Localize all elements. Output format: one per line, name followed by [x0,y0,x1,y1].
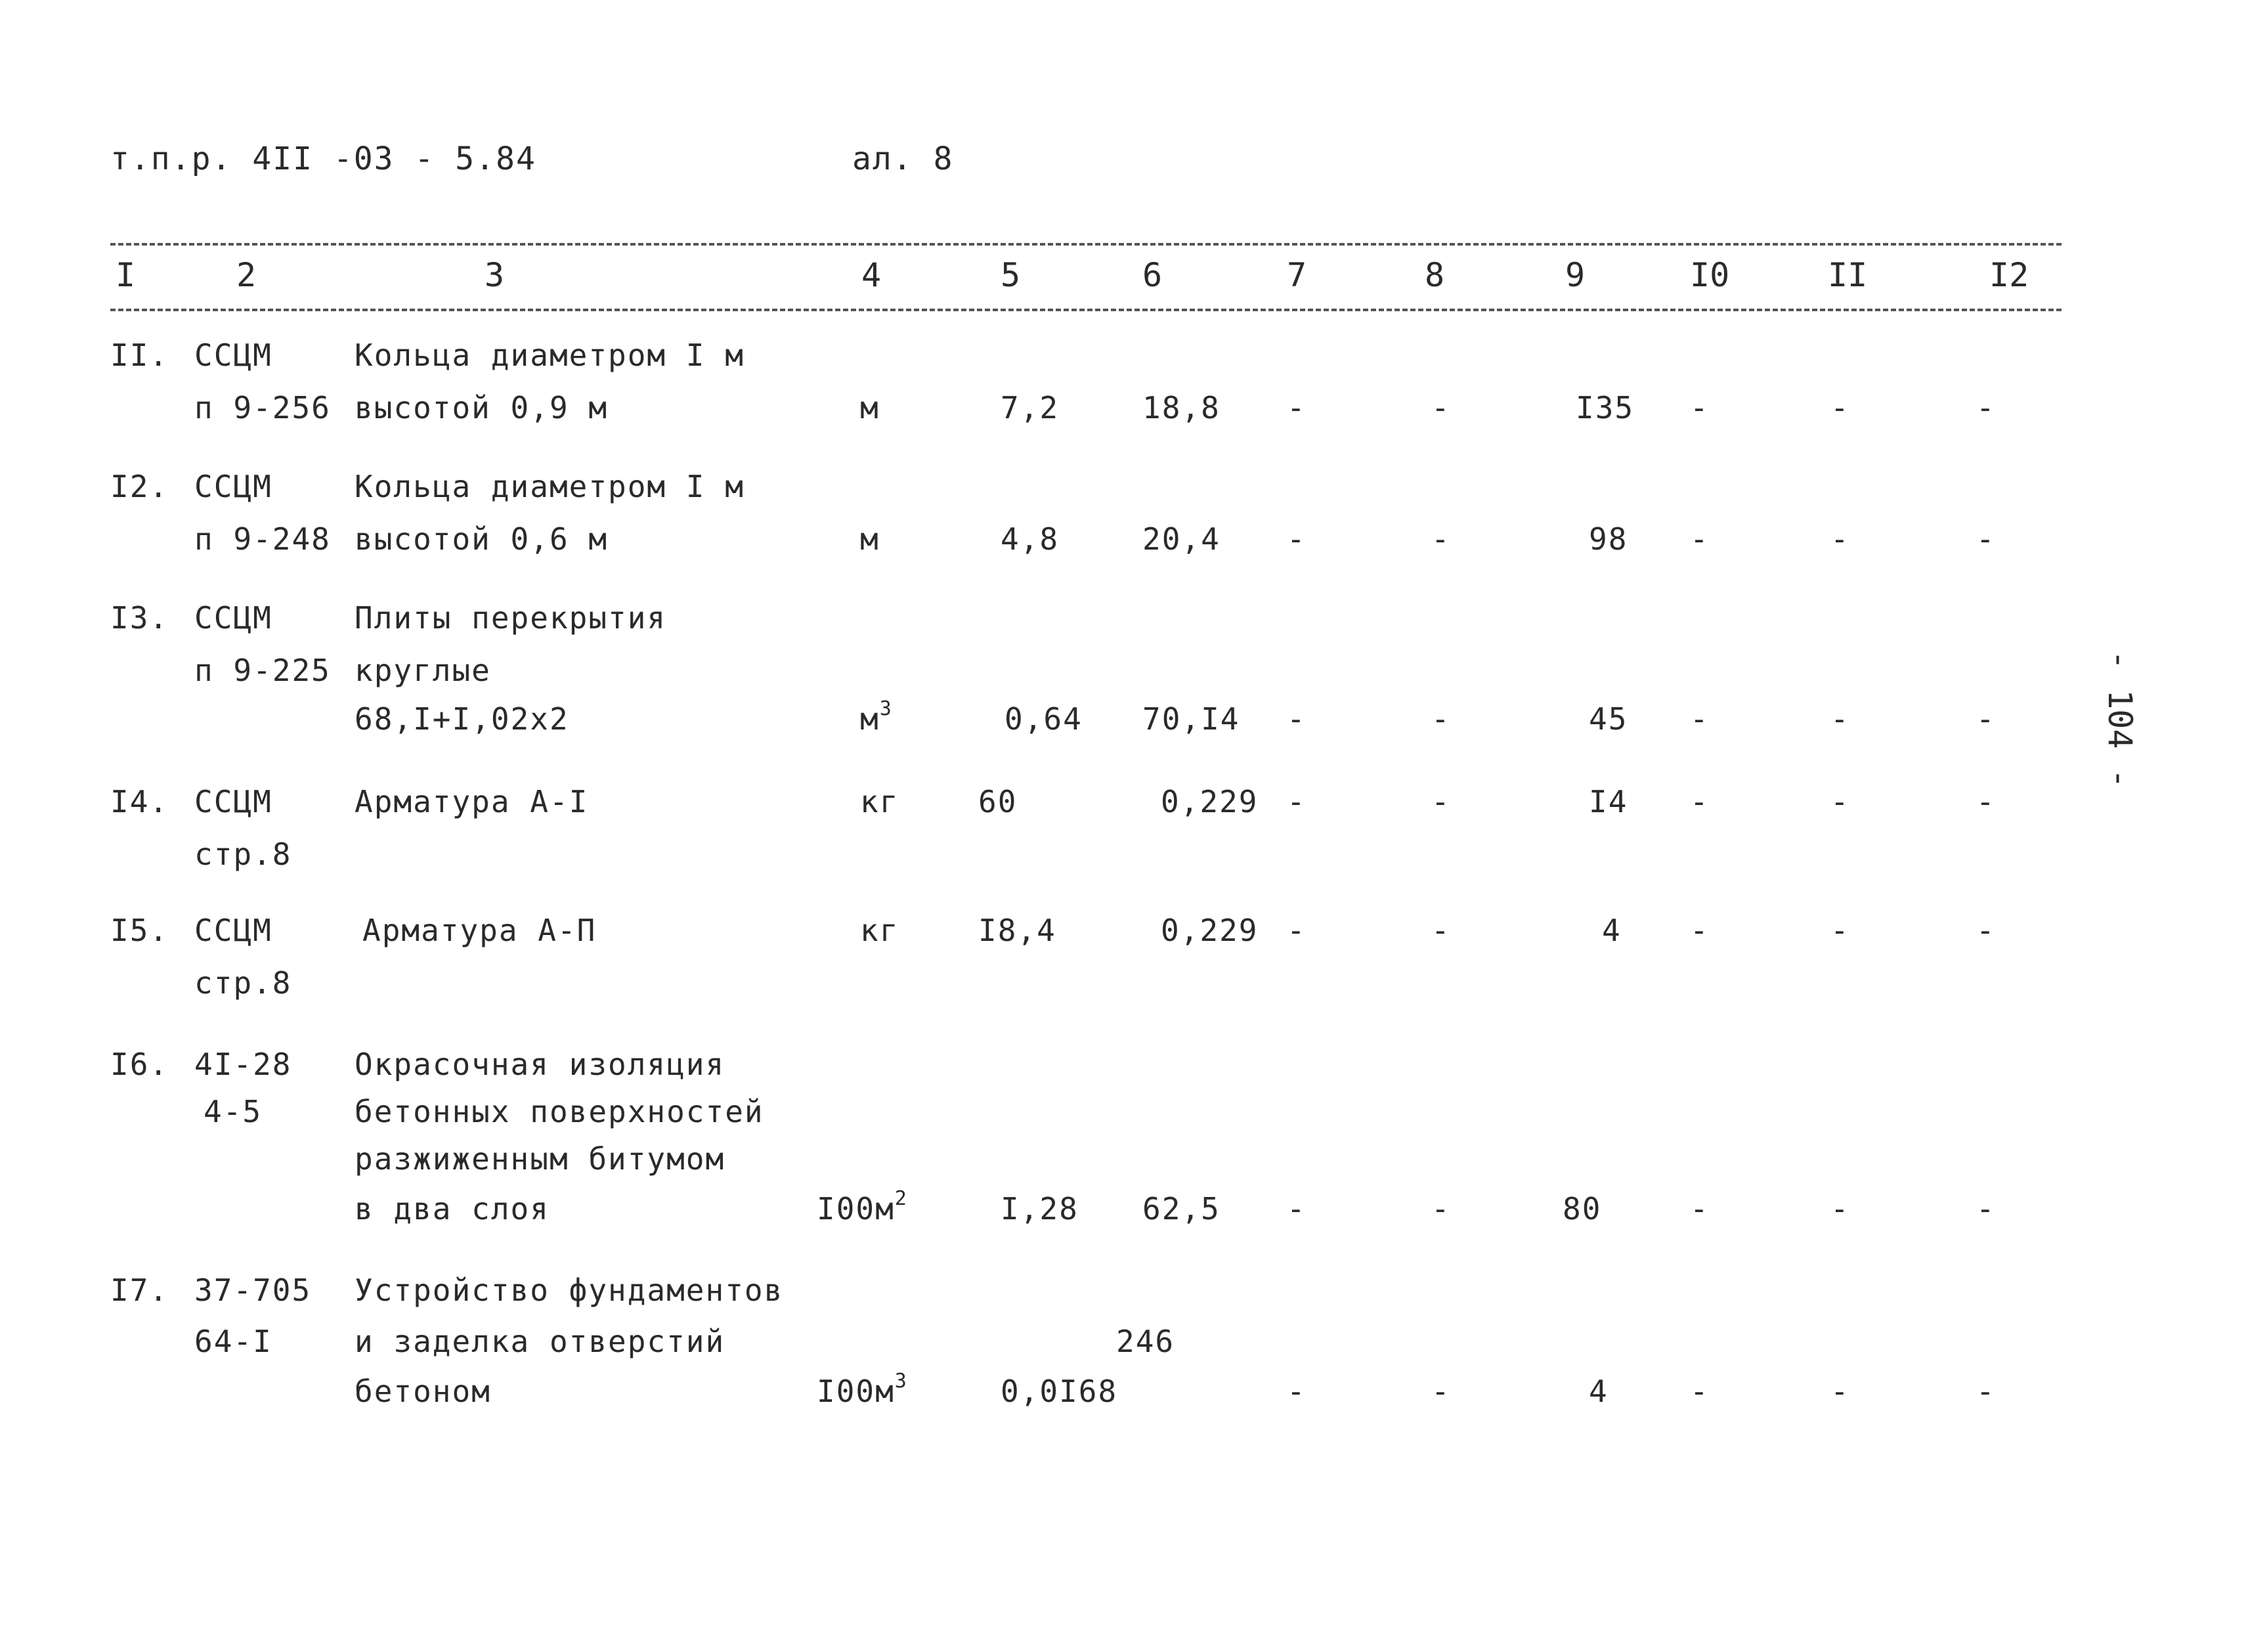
row-col10: - [1690,913,1710,948]
col-number-4: 4 [861,256,882,294]
row-unit-text: м [860,701,880,737]
row-col7: - [1287,913,1307,948]
row-description: Окрасочная изоляция [355,1047,725,1082]
row-quantity: 60 [978,784,1018,819]
row-code: п 9-256 [194,390,331,425]
row-quantity: 4,8 [1001,521,1060,557]
row-unit-superscript: 2 [894,1187,908,1210]
row-description: Плиты перекрытия [355,600,667,636]
row-unit-superscript: 3 [894,1370,908,1393]
row-col9: 98 [1589,521,1628,557]
row-col11: - [1830,913,1850,948]
row-unit [817,1187,908,1227]
row-col10: - [1690,701,1710,737]
row-description: круглые [355,653,491,688]
row-col12: - [1976,521,1996,557]
row-col8: - [1431,784,1451,819]
row-col7: - [1287,784,1307,819]
row-quantity: 7,2 [1001,390,1060,425]
col-number-10: I0 [1690,256,1730,294]
row-code: ССЦМ [194,469,272,504]
row-code: ССЦМ [194,784,272,819]
row-col8: - [1431,1374,1451,1409]
row-col7: - [1287,701,1307,737]
row-code: ССЦМ [194,913,272,948]
row-col7: - [1287,521,1307,557]
row-code: стр.8 [194,965,292,1001]
row-description: высотой 0,9 м [355,390,609,425]
row-description: бетонных поверхностей [355,1094,764,1129]
row-code: ССЦМ [194,600,272,636]
row-description: бетоном [355,1374,491,1409]
row-description: в два слоя [355,1191,550,1227]
row-price: 70,I4 [1142,701,1240,737]
row-col11: - [1830,701,1850,737]
row-code: п 9-225 [194,653,331,688]
row-col9: 80 [1563,1191,1602,1227]
row-description: Кольца диаметром I м [355,337,745,373]
row-price: 20,4 [1142,521,1221,557]
col-number-8: 8 [1425,256,1445,294]
row-col12: - [1976,784,1996,819]
row-code: 4I-28 [194,1047,292,1082]
row-quantity: I,28 [1001,1191,1079,1227]
row-col9: I4 [1589,784,1628,819]
col-number-5: 5 [1001,256,1021,294]
row-col9: 45 [1589,701,1628,737]
row-col11: - [1830,390,1850,425]
row-number: I7. [110,1272,169,1308]
row-unit: кг [860,784,899,819]
row-col12: - [1976,701,1996,737]
row-code: стр.8 [194,837,292,872]
row-code: 37-705 [194,1272,312,1308]
row-col11: - [1830,784,1850,819]
row-number: I4. [110,784,169,819]
row-col8: - [1431,913,1451,948]
row-description: и заделка отверстий [355,1324,725,1359]
col-number-9: 9 [1565,256,1586,294]
row-col7: - [1287,1191,1307,1227]
row-col10: - [1690,521,1710,557]
row-unit-text: I00м [817,1191,895,1227]
row-code: ССЦМ [194,337,272,373]
row-number: I2. [110,469,169,504]
col-number-6: 6 [1142,256,1163,294]
row-description: Кольца диаметром I м [355,469,745,504]
col-number-2: 2 [236,256,257,294]
row-unit: м [860,521,880,557]
row-number: I5. [110,913,169,948]
row-col10: - [1690,390,1710,425]
row-code: п 9-248 [194,521,331,557]
table-top-rule [110,243,2062,246]
row-description: Арматура А-I [355,784,589,819]
row-description: Устройство фундаментов [355,1272,784,1308]
row-col8: - [1431,521,1451,557]
row-quantity: 0,0I68 [1001,1374,1118,1409]
row-price: 0,229 [1161,784,1259,819]
row-unit-text: I00м [817,1374,895,1409]
row-quantity: I8,4 [978,913,1056,948]
row-unit-superscript: 3 [879,697,893,720]
row-col8: - [1431,1191,1451,1227]
row-price: 0,229 [1161,913,1259,948]
row-description: Арматура А-П [362,913,597,948]
row-unit: м [860,390,880,425]
row-col9: 4 [1602,913,1622,948]
row-quantity: 0,64 [1005,701,1083,737]
row-col10: - [1690,1374,1710,1409]
row-description: высотой 0,6 м [355,521,609,557]
row-col9: I35 [1576,390,1635,425]
col-number-11: II [1828,256,1868,294]
row-col8: - [1431,701,1451,737]
page-number: - 104 - [2101,650,2139,789]
row-code: 64-I [194,1324,272,1359]
row-col8: - [1431,390,1451,425]
col-number-7: 7 [1287,256,1307,294]
row-unit [817,1370,908,1409]
row-code: 4-5 [204,1094,263,1129]
row-col12: - [1976,1374,1996,1409]
row-price: 246 [1116,1324,1175,1359]
row-col7: - [1287,1374,1307,1409]
row-col11: - [1830,1191,1850,1227]
album-label: ал. 8 [852,141,954,177]
row-description: 68,I+I,02x2 [355,701,569,737]
row-number: II. [110,337,169,373]
row-col12: - [1976,1191,1996,1227]
row-col12: - [1976,390,1996,425]
row-col10: - [1690,1191,1710,1227]
col-number-12: I2 [1989,256,2029,294]
row-col11: - [1830,1374,1850,1409]
table-header-rule [110,309,2062,311]
row-price: 62,5 [1142,1191,1221,1227]
row-number: I6. [110,1047,169,1082]
document-reference: т.п.р. 4II -03 - 5.84 [110,141,536,177]
row-number: I3. [110,600,169,636]
row-col12: - [1976,913,1996,948]
row-unit: кг [860,913,899,948]
row-description: разжиженным битумом [355,1141,725,1177]
row-unit [860,697,893,737]
col-number-3: 3 [485,256,505,294]
row-col7: - [1287,390,1307,425]
row-col9: 4 [1589,1374,1609,1409]
col-number-1: I [116,256,136,294]
row-price: 18,8 [1142,390,1221,425]
row-col10: - [1690,784,1710,819]
row-col11: - [1830,521,1850,557]
